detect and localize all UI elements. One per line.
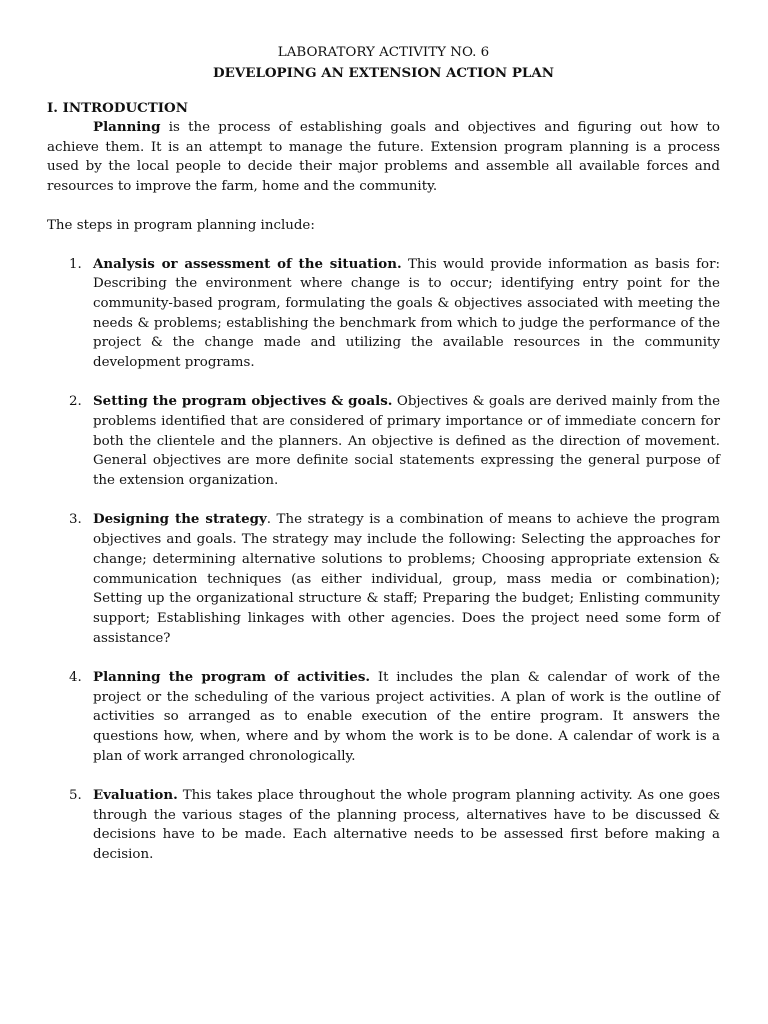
step-number: 5.	[69, 788, 82, 804]
introduction-text: is the process of establishing goals and objectives and figuring out how to achieve them. It is an attempt to manage the future. Extension program planning is a process used by the local people to decide their major problems and assemble all available forces and resources to improve the farm, home and the community.	[47, 120, 720, 195]
step-item	[47, 392, 720, 491]
step-text: . The strategy is a combination of means to achieve the program objectives and goals. The strategy may include the following: Selecting the approaches for change; determining alternative solutions to problems; Choosing appropriate extension & communication techniques (as either individual, group, mass media or combination); Setting up the organizational structure & staff; Preparing the budget; Enlisting community support; Establishing linkages with other agencies. Does the project need some form of assistance?	[93, 512, 720, 646]
step-text: Objectives & goals are derived mainly from the problems identified that are considered of primary importance or of immediate concern for both the clientele and the planners. An objective is defined as the direction of movement. General objectives are more definite social statements expressing the general purpose of the extension organization.	[93, 394, 720, 489]
step-item	[47, 255, 720, 373]
step-text: This would provide information as basis for: Describing the environment where change is to occur; identifying entry point for the community-based program, formulating the goals & objectives associated with meeting the needs & problems; establishing the benchmark from which to judge the performance of the project & the change made and utilizing the available resources in the community development programs.	[93, 256, 720, 371]
activity-title: DEVELOPING AN EXTENSION ACTION PLAN	[213, 65, 554, 81]
step-text: It includes the plan & calendar of work of the project or the scheduling of the various project activities. A plan of work is the outline of activities so arranged as to enable execution of the entire program. It answers the questions how, when, where and by whom the work is to be done. A calendar of work is a plan of work arranged chronologically.	[93, 669, 720, 764]
introduction-lead-term: Planning	[93, 119, 161, 135]
steps-list	[47, 255, 720, 865]
steps-intro: The steps in program planning include:	[47, 217, 315, 233]
step-lead: Evaluation.	[93, 787, 178, 804]
step-lead: Analysis or assessment of the situation.	[93, 255, 402, 272]
step-number: 1.	[69, 256, 82, 272]
step-number: 2.	[69, 394, 82, 410]
step-text: This takes place throughout the whole program planning activity. As one goes through the various stages of the planning process, alternatives have to be discussed & decisions have to be made. Each alternative needs to be assessed first before making a decision.	[93, 788, 720, 863]
step-item	[47, 786, 720, 865]
introduction-paragraph	[47, 118, 720, 197]
step-number: 3.	[69, 512, 82, 528]
step-lead: Setting the program objectives & goals.	[93, 393, 393, 410]
step-lead: Planning the program of activities.	[93, 668, 371, 685]
activity-label: LABORATORY ACTIVITY NO. 6	[277, 45, 490, 60]
step-item	[47, 510, 720, 648]
step-lead: Designing the strategy	[93, 511, 267, 528]
step-number: 4.	[69, 669, 82, 685]
section-heading-introduction: I. INTRODUCTION	[47, 100, 188, 116]
step-item	[47, 668, 720, 767]
